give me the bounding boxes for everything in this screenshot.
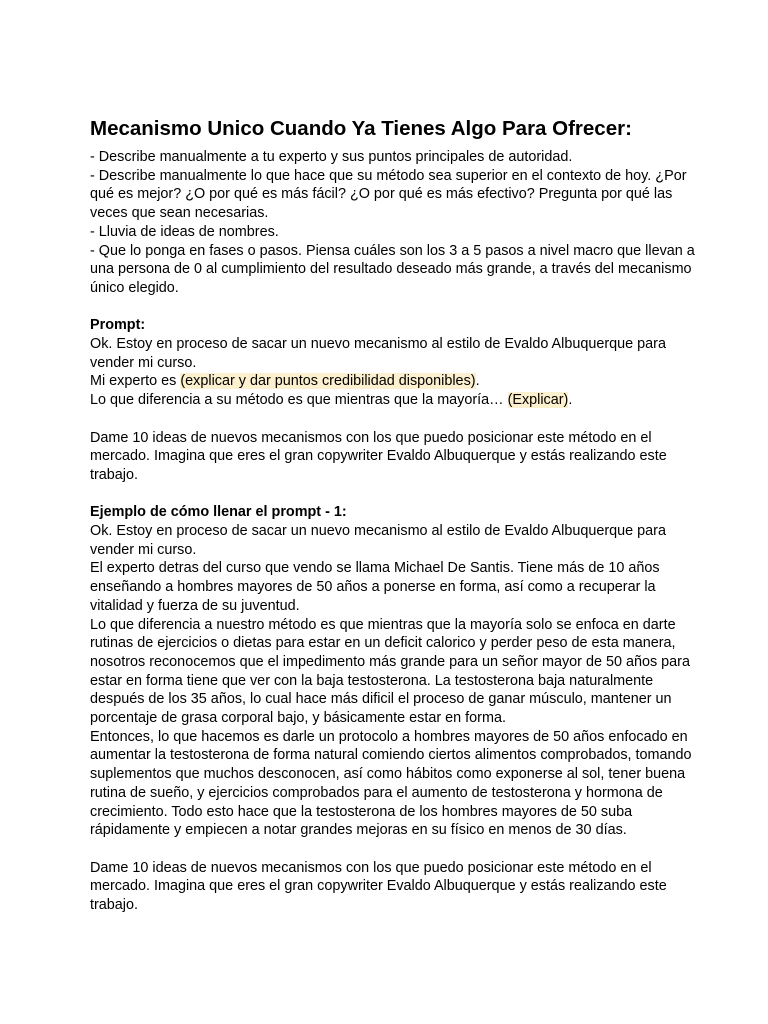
spacer — [90, 410, 690, 429]
example-line: enseñando a hombres mayores de 50 años a ponerse en forma, así como a recuperar la — [90, 579, 656, 596]
example-line: nosotros reconocemos que el impedimento más grande para un señor mayor de 50 años para — [90, 653, 690, 670]
document-title: Mecanismo Unico Cuando Ya Tienes Algo Para Ofrecer: — [90, 117, 632, 140]
intro-line: qué es mejor? ¿O por qué es más fácil? ¿O por qué es más efectivo? Pregunta por qué las — [90, 186, 673, 203]
diff-prefix: Lo que diferencia a su método es que mientras que la mayoría… — [90, 392, 508, 409]
prompt-diff-line — [90, 391, 690, 410]
example-section — [90, 503, 690, 914]
expert-placeholder-highlight: (explicar y dar puntos credibilidad disponibles) — [180, 373, 476, 390]
example-line: estar en forma tiene que ver con la baja testosterona. La testosterona baja naturalmente — [90, 672, 654, 689]
prompt-line: vender mi curso. — [90, 354, 197, 371]
intro-line: - Describe manualmente lo que hace que su método sea superior en el contexto de hoy. ¿Por — [90, 167, 687, 184]
example-line: El experto detras del curso que vendo se llama Michael De Santis. Tiene más de 10 años — [90, 560, 660, 577]
example-line: aumentar la testosterona de forma natural comiendo ciertos alimentos comprobados, tomando — [90, 747, 692, 764]
example-line: Entonces, lo que hacemos es darle un protocolo a hombres mayores de 50 años enfocado en — [90, 728, 688, 745]
example-line: crecimiento. Todo esto hace que la testosterona de los hombres mayores de 50 suba — [90, 803, 633, 820]
intro-line: único elegido. — [90, 279, 179, 296]
prompt-line: Ok. Estoy en proceso de sacar un nuevo mecanismo al estilo de Evaldo Albuquerque para — [90, 336, 666, 353]
example-line: vitalidad y fuerza de su juventud. — [90, 597, 300, 614]
example-line: rutinas de ejercicios o dietas para estar en un deficit calorico y perder peso de esta manera, — [90, 635, 676, 652]
example-closing-line: Dame 10 ideas de nuevos mecanismos con los que puedo posicionar este método en el — [90, 859, 652, 876]
intro-section — [90, 148, 695, 298]
prompt-closing-line: Dame 10 ideas de nuevos mecanismos con los que puedo posicionar este método en el — [90, 429, 652, 446]
example-line: suplementos que muchos desconocen, así como hábitos como exponerse al sol, tener buena — [90, 766, 686, 783]
spacer — [90, 840, 690, 859]
intro-line: - Lluvia de ideas de nombres. — [90, 223, 279, 240]
example-closing-line: trabajo. — [90, 897, 138, 914]
example-line: vender mi curso. — [90, 541, 197, 558]
spacer — [90, 298, 690, 317]
prompt-closing-line: trabajo. — [90, 466, 138, 483]
diff-suffix: . — [568, 392, 573, 409]
example-closing-line: mercado. Imagina que eres el gran copywriter Evaldo Albuquerque y estás realizando este — [90, 878, 667, 895]
intro-line: una persona de 0 al cumplimiento del resultado deseado más grande, a través del mecanismo — [90, 261, 692, 278]
prompt-closing-line: mercado. Imagina que eres el gran copywriter Evaldo Albuquerque y estás realizando este — [90, 448, 667, 465]
intro-line: veces que sean necesarias. — [90, 205, 269, 222]
expert-prefix: Mi experto es — [90, 373, 181, 390]
example-line: Ok. Estoy en proceso de sacar un nuevo mecanismo al estilo de Evaldo Albuquerque para — [90, 523, 666, 540]
intro-line: - Describe manualmente a tu experto y sus puntos principales de autoridad. — [90, 149, 573, 165]
prompt-section — [90, 316, 690, 484]
example-line: rutina de sueño, y ejercicios comprobados para el aumento de testosterona y hormona de — [90, 784, 663, 801]
example-line: rápidamente y empiecen a notar grandes mejoras en su físico en menos de 30 días. — [90, 822, 627, 839]
example-line: Lo que diferencia a nuestro método es que mientras que la mayoría solo se enfoca en darte — [90, 616, 676, 633]
intro-line: - Que lo ponga en fases o pasos. Piensa cuáles son los 3 a 5 pasos a nivel macro que llevan a — [90, 242, 695, 259]
prompt-heading: Prompt: — [90, 317, 146, 334]
document-page — [90, 116, 695, 915]
diff-placeholder-highlight: (Explicar) — [507, 392, 569, 409]
example-line: después de los 35 años, lo cual hace más dificil el proceso de ganar músculo, mantener un — [90, 691, 672, 708]
example-line: porcentaje de grasa corporal bajo, y básicamente estar en forma. — [90, 710, 506, 727]
spacer — [90, 485, 690, 504]
prompt-expert-line — [90, 372, 690, 391]
expert-suffix: . — [475, 373, 480, 390]
example-heading: Ejemplo de cómo llenar el prompt - 1: — [90, 504, 347, 521]
